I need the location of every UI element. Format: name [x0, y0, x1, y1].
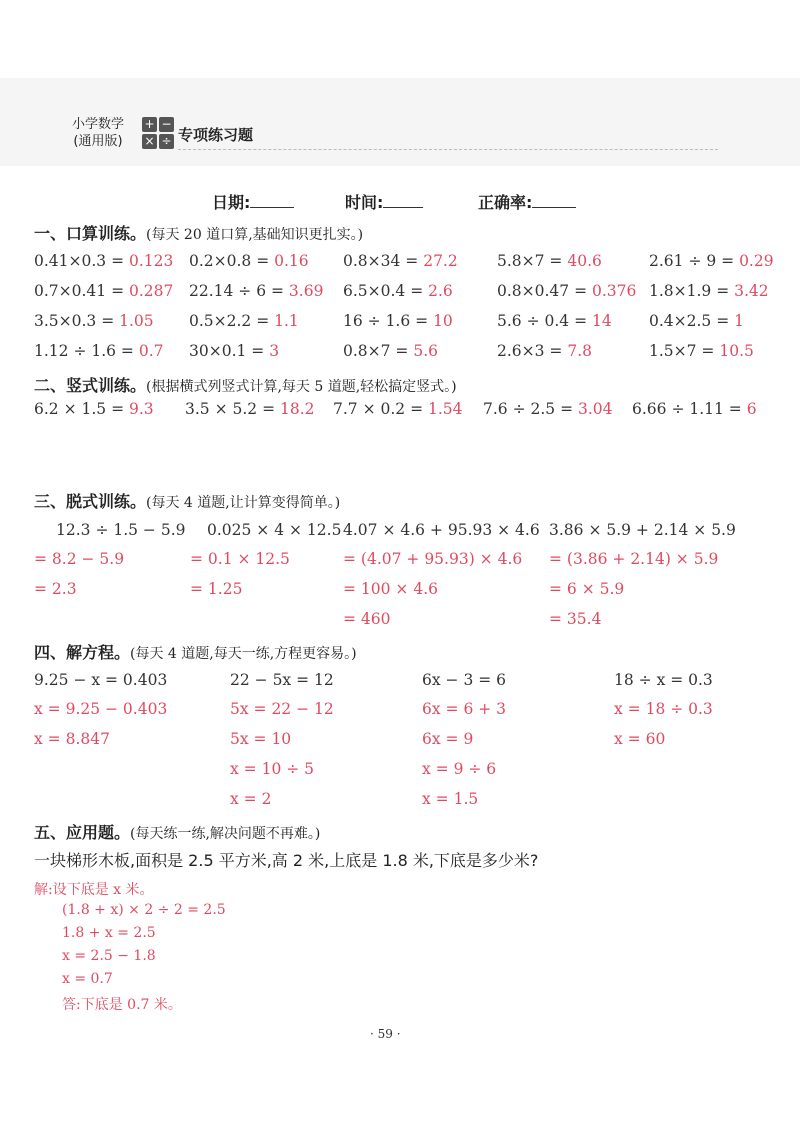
- expression: 3.5 × 5.2 =: [185, 400, 280, 418]
- oral-calc-item: [189, 342, 279, 360]
- expression: 2.61 ÷ 9 =: [649, 252, 740, 270]
- book-brand: [72, 116, 124, 150]
- section-2-heading: [34, 373, 457, 396]
- section-1-title: 一、口算训练。: [34, 224, 147, 243]
- solution-line: x = 0.7: [62, 971, 113, 987]
- oral-calc-item: [343, 342, 438, 360]
- oral-calc-item: [34, 252, 173, 270]
- section-4-title: 四、解方程。: [34, 643, 131, 662]
- brand-line-2: (通用版): [73, 134, 123, 149]
- step-calc-step: = 6 × 5.9: [549, 580, 625, 598]
- step-calc-step: = 100 × 4.6: [343, 580, 438, 598]
- expression: 30×0.1 =: [189, 342, 270, 360]
- oral-calc-item: [189, 312, 299, 330]
- step-calc-step: = 1.25: [190, 580, 243, 598]
- answer: 1.05: [119, 312, 154, 330]
- equation-problem: 6x − 3 = 6: [422, 671, 507, 689]
- oral-calc-item: [497, 282, 636, 300]
- expression: 0.2×0.8 =: [189, 252, 275, 270]
- answer: 0.29: [739, 252, 774, 270]
- vertical-calc-item: [632, 400, 757, 418]
- vertical-calc-item: [34, 400, 154, 418]
- date-blank: [250, 191, 294, 208]
- answer: 3.42: [734, 282, 769, 300]
- section-4-heading: [34, 640, 357, 663]
- step-calc-problem: 0.025 × 4 × 12.5: [207, 521, 342, 539]
- expression: 0.8×34 =: [343, 252, 424, 270]
- answer: 3: [269, 342, 280, 360]
- expression: 16 ÷ 1.6 =: [343, 312, 434, 330]
- oral-calc-item: [34, 342, 164, 360]
- expression: 7.6 ÷ 2.5 =: [483, 400, 578, 418]
- step-calc-step: = 460: [343, 610, 391, 628]
- equation-step: x = 60: [614, 730, 666, 748]
- equation-step: x = 10 ÷ 5: [230, 760, 315, 778]
- section-2-title: 二、竖式训练。: [34, 376, 147, 395]
- section-4-note: (每天 4 道题,每天一练,方程更容易。): [130, 646, 357, 662]
- section-1-heading: [34, 221, 363, 244]
- step-calc-problem: 12.3 ÷ 1.5 − 5.9: [56, 521, 186, 539]
- time-blank: [383, 191, 423, 208]
- solution-line: 1.8 + x = 2.5: [62, 925, 156, 941]
- divide-icon: ÷: [159, 134, 174, 149]
- equation-step: x = 8.847: [34, 730, 110, 748]
- answer: 1: [734, 312, 745, 330]
- oral-calc-item: [649, 312, 744, 330]
- expression: 3.5×0.3 =: [34, 312, 120, 330]
- equation-step: 5x = 10: [230, 730, 292, 748]
- oral-calc-item: [649, 342, 754, 360]
- answer: 14: [591, 312, 612, 330]
- answer: 5.6: [413, 342, 438, 360]
- page-number: · 59 ·: [370, 1027, 401, 1041]
- section-5-heading: [34, 820, 320, 843]
- answer: 18.2: [279, 400, 315, 418]
- expression: 0.4×2.5 =: [649, 312, 735, 330]
- expression: 22.14 ÷ 6 =: [189, 282, 289, 300]
- oral-calc-item: [497, 342, 592, 360]
- expression: 0.5×2.2 =: [189, 312, 275, 330]
- solution-line: 解:设下底是 x 米。: [34, 882, 154, 898]
- equation-step: x = 18 ÷ 0.3: [614, 700, 713, 718]
- expression: 6.2 × 1.5 =: [34, 400, 129, 418]
- expression: 2.6×3 =: [497, 342, 568, 360]
- step-calc-step: = 2.3: [34, 580, 77, 598]
- solution-line: x = 2.5 − 1.8: [62, 948, 156, 964]
- expression: 1.5×7 =: [649, 342, 720, 360]
- equation-step: 6x = 6 + 3: [422, 700, 507, 718]
- answer: 6: [746, 400, 757, 418]
- time-label: 时间:: [345, 193, 384, 212]
- expression: 1.8×1.9 =: [649, 282, 735, 300]
- equation-step: x = 9.25 − 0.403: [34, 700, 168, 718]
- oral-calc-item: [649, 252, 774, 270]
- answer: 3.04: [577, 400, 613, 418]
- answer: 0.16: [274, 252, 309, 270]
- section-1-note: (每天 20 道口算,基础知识更扎实。): [146, 227, 364, 243]
- answer: 0.287: [129, 282, 174, 300]
- step-calc-step: = 35.4: [549, 610, 602, 628]
- answer: 7.8: [567, 342, 592, 360]
- expression: 5.6 ÷ 0.4 =: [497, 312, 592, 330]
- step-calc-step: = 8.2 − 5.9: [34, 550, 125, 568]
- answer: 0.7: [138, 342, 164, 360]
- equation-problem: 18 ÷ x = 0.3: [614, 671, 713, 689]
- answer: 1.54: [427, 400, 463, 418]
- expression: 0.8×0.47 =: [497, 282, 592, 300]
- expression: 5.8×7 =: [497, 252, 568, 270]
- vertical-calc-item: [333, 400, 463, 418]
- equation-step: 5x = 22 − 12: [230, 700, 334, 718]
- expression: 0.41×0.3 =: [34, 252, 129, 270]
- step-calc-step: = (4.07 + 95.93) × 4.6: [343, 550, 523, 568]
- expression: 7.7 × 0.2 =: [333, 400, 428, 418]
- section-3-heading: [34, 489, 340, 512]
- brand-line-1: 小学数学: [72, 117, 125, 132]
- time-field: [345, 190, 423, 213]
- solution-line: (1.8 + x) × 2 ÷ 2 = 2.5: [62, 902, 226, 918]
- minus-icon: −: [159, 117, 174, 132]
- accuracy-field: [478, 190, 576, 213]
- equation-step: 6x = 9: [422, 730, 474, 748]
- section-2-note: (根据横式列竖式计算,每天 5 道题,轻松搞定竖式。): [146, 379, 457, 395]
- expression: 0.8×7 =: [343, 342, 414, 360]
- oral-calc-item: [649, 282, 769, 300]
- answer: 0.123: [129, 252, 174, 270]
- section-5-note: (每天练一练,解决问题不再难。): [130, 826, 321, 842]
- oral-calc-item: [34, 282, 173, 300]
- header-divider: [178, 149, 718, 150]
- operators-logo: [142, 117, 174, 149]
- answer: 10: [433, 312, 453, 330]
- oral-calc-item: [343, 282, 453, 300]
- answer: 1.1: [274, 312, 299, 330]
- vertical-calc-item: [483, 400, 613, 418]
- answer: 0.376: [592, 282, 637, 300]
- oral-calc-item: [497, 252, 602, 270]
- step-calc-step: = 0.1 × 12.5: [190, 550, 290, 568]
- series-title: 专项练习题: [178, 126, 254, 144]
- answer: 27.2: [423, 252, 458, 270]
- solution-line: 答:下底是 0.7 米。: [62, 997, 182, 1013]
- oral-calc-item: [343, 252, 458, 270]
- expression: 6.5×0.4 =: [343, 282, 429, 300]
- step-calc-problem: 4.07 × 4.6 + 95.93 × 4.6: [343, 521, 540, 539]
- section-3-note: (每天 4 道题,让计算变得简单。): [146, 495, 341, 511]
- times-icon: ×: [142, 134, 157, 149]
- answer: 2.6: [428, 282, 453, 300]
- accuracy-blank: [532, 191, 576, 208]
- equation-step: x = 2: [230, 790, 272, 808]
- step-calc-problem: 3.86 × 5.9 + 2.14 × 5.9: [549, 521, 736, 539]
- answer: 40.6: [567, 252, 602, 270]
- section-3-title: 三、脱式训练。: [34, 492, 147, 511]
- step-calc-step: = (3.86 + 2.14) × 5.9: [549, 550, 719, 568]
- equation-step: x = 9 ÷ 6: [422, 760, 497, 778]
- word-problem: 一块梯形木板,面积是 2.5 平方米,高 2 米,上底是 1.8 米,下底是多少米?: [34, 851, 539, 870]
- date-field: [212, 190, 294, 213]
- oral-calc-item: [497, 312, 612, 330]
- answer: 9.3: [128, 400, 154, 418]
- equation-problem: 22 − 5x = 12: [230, 671, 334, 689]
- equation-problem: 9.25 − x = 0.403: [34, 671, 168, 689]
- expression: 1.12 ÷ 1.6 =: [34, 342, 139, 360]
- oral-calc-item: [189, 282, 323, 300]
- oral-calc-item: [343, 312, 453, 330]
- plus-icon: +: [142, 117, 157, 132]
- accuracy-label: 正确率:: [478, 193, 533, 212]
- answer: 10.5: [719, 342, 754, 360]
- answer: 3.69: [288, 282, 324, 300]
- expression: 6.66 ÷ 1.11 =: [632, 400, 747, 418]
- oral-calc-item: [189, 252, 309, 270]
- equation-step: x = 1.5: [422, 790, 479, 808]
- oral-calc-item: [34, 312, 154, 330]
- vertical-calc-item: [185, 400, 315, 418]
- expression: 0.7×0.41 =: [34, 282, 129, 300]
- section-5-title: 五、应用题。: [34, 823, 131, 842]
- date-label: 日期:: [212, 193, 251, 212]
